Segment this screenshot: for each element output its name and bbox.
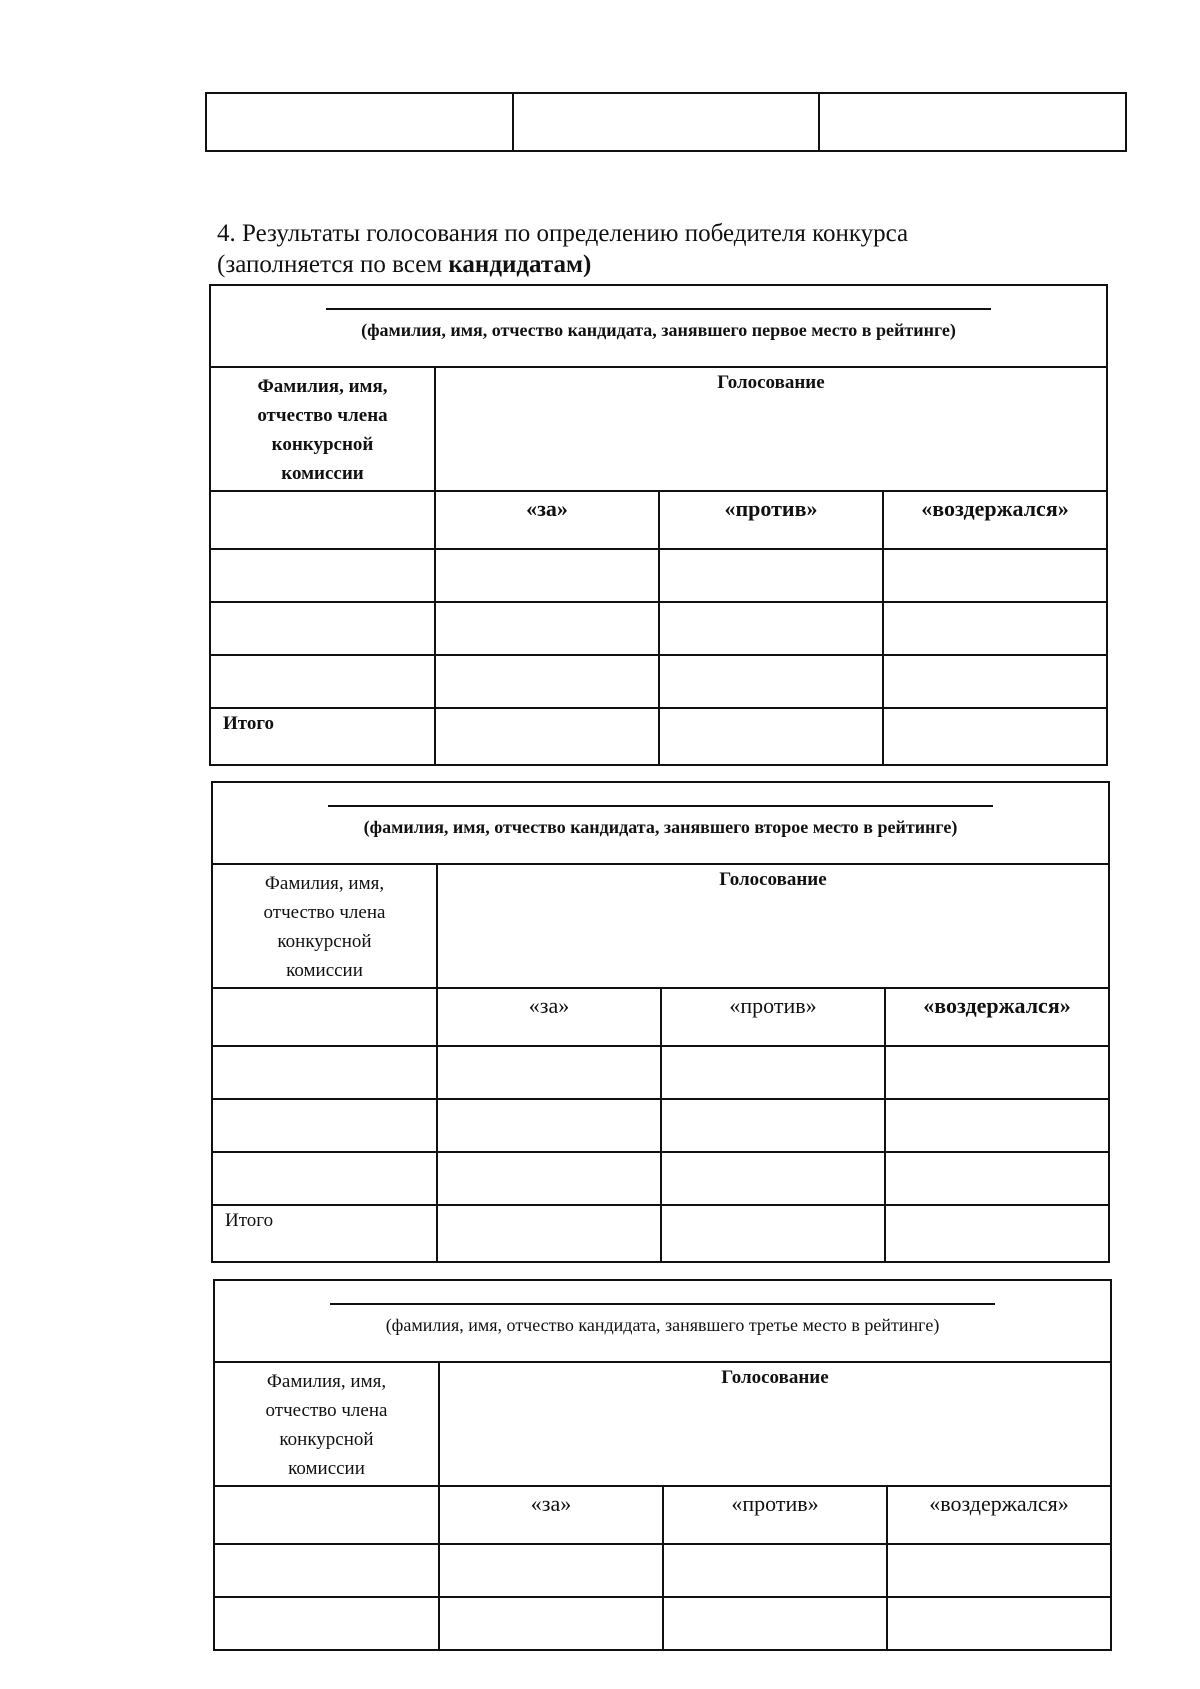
table-cell[interactable] — [437, 1205, 661, 1262]
option-against: «против» — [659, 491, 883, 549]
table-cell[interactable] — [210, 602, 435, 655]
table-cell[interactable] — [212, 988, 437, 1046]
table-cell[interactable] — [661, 1152, 885, 1205]
voting-header: Голосование — [435, 367, 1107, 491]
option-abstained: «воздержался» — [887, 1486, 1111, 1544]
voting-header: Голосование — [439, 1362, 1111, 1486]
table-cell[interactable] — [439, 1544, 663, 1597]
header-row — [214, 1362, 1111, 1486]
table-cell[interactable] — [659, 602, 883, 655]
table-cell[interactable] — [212, 1099, 437, 1152]
table-cell[interactable] — [887, 1544, 1111, 1597]
table-cell[interactable] — [439, 1597, 663, 1650]
table-cell[interactable] — [214, 1486, 439, 1544]
table-cell — [207, 94, 514, 150]
voting-table-third-place — [213, 1279, 1112, 1651]
candidate-name-cell[interactable] — [212, 782, 1109, 864]
table-cell — [820, 94, 1125, 150]
table-cell[interactable] — [883, 602, 1107, 655]
option-against: «против» — [663, 1486, 887, 1544]
table-cell[interactable] — [661, 1205, 885, 1262]
member-header-line: комиссии — [286, 960, 363, 981]
options-row — [210, 491, 1107, 549]
candidate-caption: (фамилия, имя, отчество кандидата, занявшего второе место в рейтинге) — [363, 817, 958, 837]
candidate-name-line — [328, 805, 993, 807]
member-header-line: комиссии — [288, 1458, 365, 1479]
voting-table-first-place — [209, 284, 1108, 766]
table-cell[interactable] — [885, 1099, 1109, 1152]
table-cell[interactable] — [663, 1544, 887, 1597]
previous-table-row — [205, 92, 1127, 152]
voting-header: Голосование — [437, 864, 1109, 988]
option-abstained: «воздержался» — [885, 988, 1109, 1046]
table-row — [210, 655, 1107, 708]
table-cell[interactable] — [212, 1046, 437, 1099]
member-header-line: отчество члена — [265, 1400, 388, 1421]
table-cell — [514, 94, 821, 150]
option-abstained: «воздержался» — [883, 491, 1107, 549]
option-for: «за» — [437, 988, 661, 1046]
table-cell[interactable] — [214, 1597, 439, 1650]
section-heading-line1: 4. Результаты голосования по определению победителя конкурса — [217, 220, 909, 247]
option-for: «за» — [439, 1486, 663, 1544]
table-cell[interactable] — [435, 602, 659, 655]
section-heading — [217, 218, 1117, 280]
table-cell[interactable] — [210, 655, 435, 708]
table-cell[interactable] — [659, 655, 883, 708]
total-label: Итого — [212, 1205, 437, 1262]
section-heading-line2 — [217, 249, 1117, 280]
table-cell[interactable] — [661, 1046, 885, 1099]
table-row — [212, 1046, 1109, 1099]
options-row — [212, 988, 1109, 1046]
table-cell[interactable] — [659, 708, 883, 765]
table-cell[interactable] — [435, 655, 659, 708]
candidate-name-line — [330, 1303, 995, 1305]
table-cell[interactable] — [887, 1597, 1111, 1650]
member-header-line: отчество члена — [263, 902, 386, 923]
member-header — [210, 367, 435, 491]
member-header-line: конкурсной — [277, 931, 372, 952]
candidate-caption: (фамилия, имя, отчество кандидата, занявшего первое место в рейтинге) — [361, 320, 956, 340]
table-cell[interactable] — [659, 549, 883, 602]
table-cell[interactable] — [661, 1099, 885, 1152]
table-cell[interactable] — [437, 1152, 661, 1205]
options-row — [214, 1486, 1111, 1544]
member-header-line: конкурсной — [279, 1429, 374, 1450]
header-row — [212, 864, 1109, 988]
table-cell[interactable] — [435, 549, 659, 602]
member-header — [214, 1362, 439, 1486]
section-heading-note: (заполняется по всем — [217, 251, 449, 278]
member-header-line: Фамилия, имя, — [264, 873, 385, 894]
member-header-line: отчество члена — [257, 405, 388, 426]
table-cell[interactable] — [883, 655, 1107, 708]
table-cell[interactable] — [883, 708, 1107, 765]
member-header-line: комиссии — [281, 463, 364, 484]
candidate-row — [214, 1280, 1111, 1362]
table-cell[interactable] — [210, 549, 435, 602]
table-row — [214, 1597, 1111, 1650]
table-cell[interactable] — [214, 1544, 439, 1597]
total-label: Итого — [210, 708, 435, 765]
section-heading-note-bold: кандидатам) — [448, 251, 592, 278]
table-cell[interactable] — [210, 491, 435, 549]
option-against: «против» — [661, 988, 885, 1046]
member-header — [212, 864, 437, 988]
member-header-line: Фамилия, имя, — [266, 1371, 387, 1392]
table-row — [210, 602, 1107, 655]
total-row — [210, 708, 1107, 765]
member-header-line: Фамилия, имя, — [257, 376, 388, 397]
table-cell[interactable] — [437, 1099, 661, 1152]
candidate-name-cell[interactable] — [214, 1280, 1111, 1362]
voting-table-second-place — [211, 781, 1110, 1263]
table-cell[interactable] — [885, 1046, 1109, 1099]
candidate-caption: (фамилия, имя, отчество кандидата, занявшего третье место в рейтинге) — [385, 1315, 940, 1335]
table-cell[interactable] — [435, 708, 659, 765]
table-cell[interactable] — [437, 1046, 661, 1099]
table-row — [210, 549, 1107, 602]
table-row — [214, 1544, 1111, 1597]
header-row — [210, 367, 1107, 491]
option-for: «за» — [435, 491, 659, 549]
table-cell[interactable] — [885, 1205, 1109, 1262]
table-row — [212, 1152, 1109, 1205]
member-header-line: конкурсной — [271, 434, 374, 455]
candidate-row — [210, 285, 1107, 367]
table-row — [212, 1099, 1109, 1152]
table-cell[interactable] — [883, 549, 1107, 602]
candidate-name-cell[interactable] — [210, 285, 1107, 367]
table-cell[interactable] — [212, 1152, 437, 1205]
table-cell[interactable] — [885, 1152, 1109, 1205]
total-row — [212, 1205, 1109, 1262]
candidate-name-line — [326, 308, 991, 310]
candidate-row — [212, 782, 1109, 864]
table-cell[interactable] — [663, 1597, 887, 1650]
